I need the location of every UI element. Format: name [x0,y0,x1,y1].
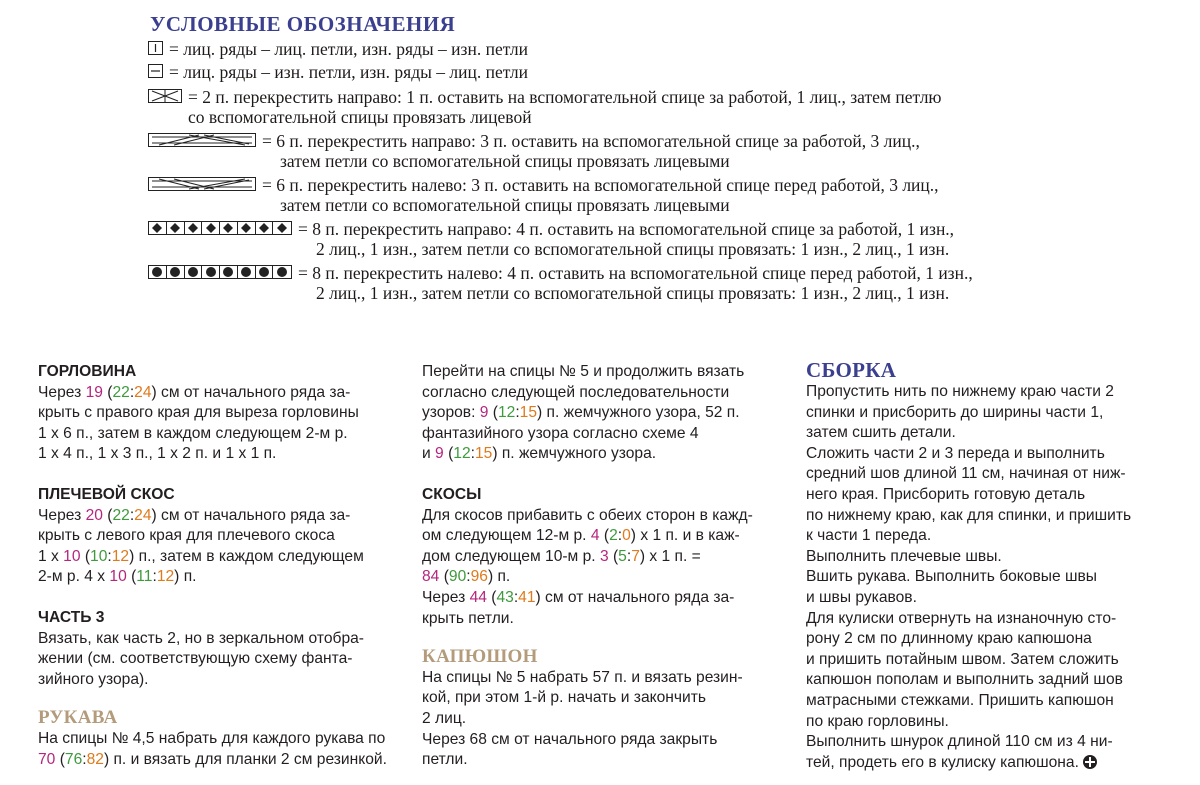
text-line: спинки и присборить до ширины части 1, [806,403,1104,421]
text-line: узоров: 9 (12:15) п. жемчужного узора, 52 п. [422,404,740,422]
knit-stitch-icon [148,41,163,55]
column-3 [806,358,1186,773]
section-title-shoulder: ПЛЕЧЕВОЙ СКОС [38,485,175,503]
cross-2-right-icon [148,89,182,103]
cross-6-right-icon [148,133,256,147]
section-title-part3: ЧАСТЬ 3 [38,608,105,626]
end-mark-icon [1083,755,1097,769]
text-line: жении (см. соответствующую схему фанта- [38,650,353,668]
section-title-sleeves: РУКАВА [38,707,118,729]
text-line: и 9 (12:15) п. жемчужного узора. [422,445,657,463]
text-line: Через 19 (22:24) см от начального ряда за- [38,383,351,401]
text-line: крыть с правого края для выреза горловины [38,404,359,422]
text-line: капюшон пополам и выполнить задний шов [806,671,1123,689]
text-line: крыть с левого края для плечевого скоса [38,527,335,545]
text-line: матрасными стежками. Пришить капюшон [806,691,1114,709]
text-line: кой, при этом 1-й р. начать и закончить [422,689,706,707]
text-line: затем сшить детали. [806,424,956,442]
text-line: петли. [422,751,468,769]
text-line: фантазийного узора согласно схеме 4 [422,424,699,442]
text-line: Выполнить плечевые швы. [806,547,1002,565]
text-line: 1 х 6 п., затем в каждом следующем 2-м р. [38,424,348,442]
text-line: тей, продеть его в кулиску капюшона. [806,753,1186,774]
text-line: рону 2 см по длинному краю капюшона [806,630,1092,648]
text-line: 2-м р. 4 х 10 (11:12) п. [38,568,197,586]
text-line: 1 х 10 (10:12) п., затем в каждом следующем [38,547,364,565]
text-line: и пришить потайным швом. Затем сложить [806,650,1119,668]
text-line: дом следующем 10-м р. 3 (5:7) х 1 п. = [422,547,701,565]
text-line: и швы рукавов. [806,588,917,606]
text-line: Для кулиски отвернуть на изнаночную сто- [806,609,1117,627]
text-line: 2 лиц. [422,709,467,727]
text-line: него края. Присборить готовую деталь [806,485,1086,503]
text-line: согласно следующей последовательности [422,383,730,401]
text-line: крыть петли. [422,609,514,627]
section-title-neck: ГОРЛОВИНА [38,363,137,380]
text-line: На спицы № 4,5 набрать для каждого рукава по [38,729,386,747]
text-line: по нижнему краю, как для спинки, и пришить [806,506,1132,524]
column-2 [422,362,792,771]
cross-8-right-diamond-icon [148,221,292,235]
section-title-hood: КАПЮШОН [422,646,538,668]
cross-6-left-icon [148,177,256,191]
text-line: Для скосов прибавить с обеих сторон в кажд- [422,506,753,524]
legend-title: УСЛОВНЫЕ ОБОЗНАЧЕНИЯ [150,12,456,36]
text-line: зийного узора). [38,670,149,688]
purl-stitch-icon [148,64,163,78]
assembly-text [806,382,1186,773]
text-line: Пропустить нить по нижнему краю части 2 [806,383,1114,400]
text-line: Выполнить шнурок длиной 110 см из 4 ни- [806,733,1113,751]
section-title-bevels: СКОСЫ [422,485,482,503]
text-line: Через 68 см от начального ряда закрыть [422,730,718,748]
text-line: к части 1 переда. [806,527,932,545]
cross-8-left-dot-icon [148,265,292,279]
column-1 [38,362,408,770]
text-line: Перейти на спицы № 5 и продолжить вязать [422,363,745,380]
text-line: ом следующем 12-м р. 4 (2:0) х 1 п. и в каж- [422,527,740,545]
text-line: 70 (76:82) п. и вязать для планки 2 см резинкой. [38,750,387,768]
text-line: 1 х 4 п., 1 х 3 п., 1 х 2 п. и 1 х 1 п. [38,445,277,463]
text-line: Через 44 (43:41) см от начального ряда за- [422,588,735,606]
text-line: Через 20 (22:24) см от начального ряда за- [38,506,351,524]
text-line: На спицы № 5 набрать 57 п. и вязать резин- [422,668,743,686]
text-line: средний шов длиной 11 см, начиная от ниж- [806,465,1126,483]
section-title-assembly: СБОРКА [806,358,897,382]
text-line: по краю горловины. [806,712,949,730]
text-line: Сложить части 2 и 3 переда и выполнить [806,444,1105,462]
text-line: 84 (90:96) п. [422,568,511,586]
text-line: Вязать, как часть 2, но в зеркальном отобра- [38,629,364,647]
text-line: Вшить рукава. Выполнить боковые швы [806,568,1097,586]
